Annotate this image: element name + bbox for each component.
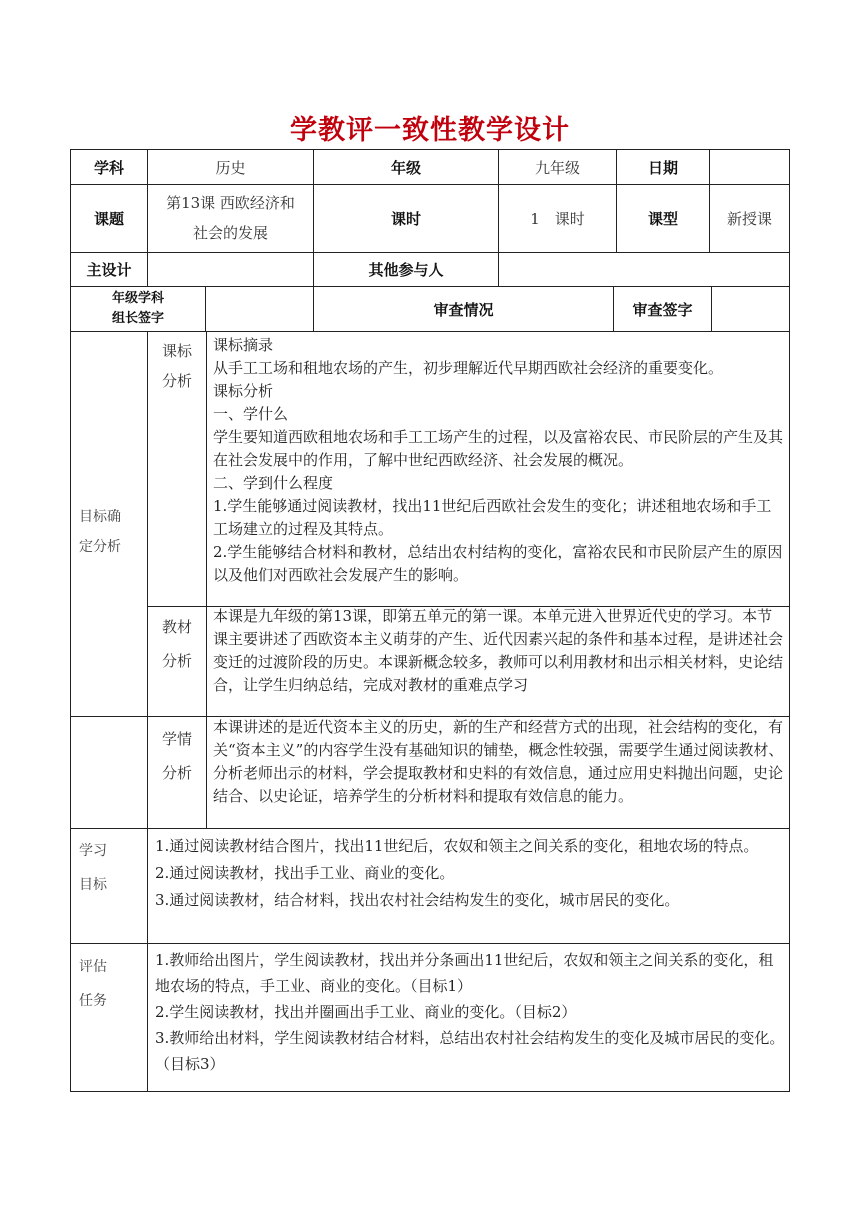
table-divider — [70, 331, 790, 332]
table-divider — [70, 943, 790, 944]
lesson-type-value: 新授课 — [726, 210, 772, 228]
review-signature-value[interactable] — [712, 287, 789, 331]
lesson-value-line-2: 社会的发展 — [192, 224, 268, 242]
date-label: 日期 — [647, 158, 678, 177]
assessment-tasks-label-line-1: 评估 — [79, 959, 107, 975]
table-border-bottom — [70, 1091, 790, 1092]
signoff-label-line-1: 年级学科 — [111, 291, 164, 306]
table-divider — [206, 331, 207, 828]
standard-analysis-content — [213, 334, 785, 587]
subject-value: 历史 — [215, 158, 246, 177]
assessment-tasks-label-line-2: 任务 — [79, 993, 107, 1009]
learning-goals-list — [155, 833, 785, 914]
learning-goal-item: 2.通过阅读教材，找出手工业、商业的变化。 — [155, 864, 455, 882]
standard-analysis-label-line-1: 课标 — [161, 342, 192, 360]
learner-analysis-label — [148, 722, 206, 790]
learning-depth-item-2: 2.学生能够结合材料和教材，总结出农村结构的变化，富裕农民和市民阶层产生的原因以及他们对西欧社会发展产生的影响。 — [213, 543, 783, 584]
textbook-analysis-label-line-2: 分析 — [161, 652, 192, 670]
learning-goals-label-line-2: 目标 — [79, 877, 107, 893]
date-value[interactable] — [710, 150, 789, 184]
learner-analysis-content: 本课讲述的是近代资本主义的历史，新的生产和经营方式的出现，社会结构的变化，有关“资本主义”的内容学生没有基础知识的铺垫，概念性较强，需要学生通过阅读教材、分析老师出示的材料，学会提取教材和史料的有效信息，通过应用史料抛出问题，史论结合、以史论证，培养学生的分析材料和提取有效信息的能力。 — [213, 718, 784, 805]
participants-value[interactable] — [499, 253, 789, 286]
assessment-task-item: 1.教师给出图片，学生阅读教材，找出并分条画出11世纪后，农奴和领主之间关系的变化，租地农场的特点，手工业、商业的变化。（目标1） — [155, 951, 774, 995]
subject-label: 学科 — [93, 158, 124, 177]
what-to-learn-text: 学生要知道西欧租地农场和手工工场产生的过程，以及富裕农民、市民阶层的产生及其在社会发展中的作用，了解中世纪西欧经济、社会发展的概况。 — [213, 428, 784, 469]
learning-depth-heading: 二、学到什么程度 — [213, 474, 334, 492]
group-leader-signoff-label — [71, 287, 205, 331]
grade-label: 年级 — [390, 158, 421, 177]
group-leader-signoff-value[interactable] — [206, 287, 313, 331]
lesson-value — [148, 185, 313, 252]
lesson-value-line-1: 第13课 西欧经济和 — [166, 194, 295, 212]
learning-goal-item: 1.通过阅读教材结合图片，找出11世纪后，农奴和领主之间关系的变化，租地农场的特点。 — [155, 837, 759, 855]
learning-depth-item-1: 1.学生能够通过阅读教材，找出11世纪后西欧社会发生的变化；讲述租地农场和手工工场建立的过程及其特点。 — [213, 497, 772, 538]
textbook-analysis-content: 本课是九年级的第13课，即第五单元的第一课。本单元进入世界近代史的学习。本节课主要讲述了西欧资本主义萌芽的产生、近代因素兴起的条件和基本过程，是讲述社会变迁的过渡阶段的历史。本课新概念较多，教师可以利用教材和出示相关材料，史论结合，让学生归纳总结，完成对教材的重难点学习 — [213, 607, 784, 694]
assessment-tasks-list — [155, 947, 785, 1077]
lesson-label: 课题 — [93, 210, 124, 228]
page-title: 学教评一致性教学设计 — [290, 115, 570, 146]
learning-goals-label — [71, 834, 147, 902]
what-to-learn-heading: 一、学什么 — [213, 405, 289, 423]
learning-goals-label-line-1: 学习 — [79, 843, 107, 859]
target-analysis-label-line-2: 定分析 — [79, 539, 121, 555]
table-border-right — [789, 149, 790, 1092]
table-divider — [147, 828, 148, 1091]
hours-label: 课时 — [390, 210, 421, 228]
review-signature-label: 审查签字 — [632, 300, 693, 319]
target-analysis-label-line-1: 目标确 — [79, 509, 121, 525]
assessment-tasks-label — [71, 950, 147, 1018]
designer-value[interactable] — [148, 253, 313, 286]
learner-analysis-label-line-1: 学情 — [161, 730, 192, 748]
standard-analysis-label — [148, 336, 206, 396]
standard-excerpt-text: 从手工工场和租地农场的产生，初步理解近代早期西欧社会经济的重要变化。 — [213, 359, 724, 377]
participants-label: 其他参与人 — [368, 261, 444, 279]
standard-excerpt-heading: 课标摘录 — [213, 336, 274, 354]
learning-goal-item: 3.通过阅读教材，结合材料，找出农村社会结构发生的变化，城市居民的变化。 — [155, 891, 680, 909]
table-divider — [70, 828, 790, 829]
target-analysis-label — [71, 502, 147, 562]
standard-analysis-heading: 课标分析 — [213, 382, 274, 400]
textbook-analysis-label-line-1: 教材 — [161, 618, 192, 636]
textbook-analysis-label — [148, 610, 206, 678]
standard-analysis-label-line-2: 分析 — [161, 372, 192, 390]
review-status-label: 审查情况 — [433, 300, 494, 319]
designer-label: 主设计 — [86, 261, 132, 279]
lesson-type-label: 课型 — [647, 210, 678, 228]
hours-value: 1 课时 — [530, 210, 585, 228]
grade-value: 九年级 — [534, 158, 580, 177]
signoff-label-line-2: 组长签字 — [111, 311, 164, 326]
assessment-task-item: 3.教师给出材料，学生阅读教材结合材料，总结出农村社会结构发生的变化及城市居民的变化。（目标3） — [155, 1029, 785, 1073]
learner-analysis-label-line-2: 分析 — [161, 764, 192, 782]
assessment-task-item: 2.学生阅读教材，找出并圈画出手工业、商业的变化。（目标2） — [155, 1003, 577, 1021]
